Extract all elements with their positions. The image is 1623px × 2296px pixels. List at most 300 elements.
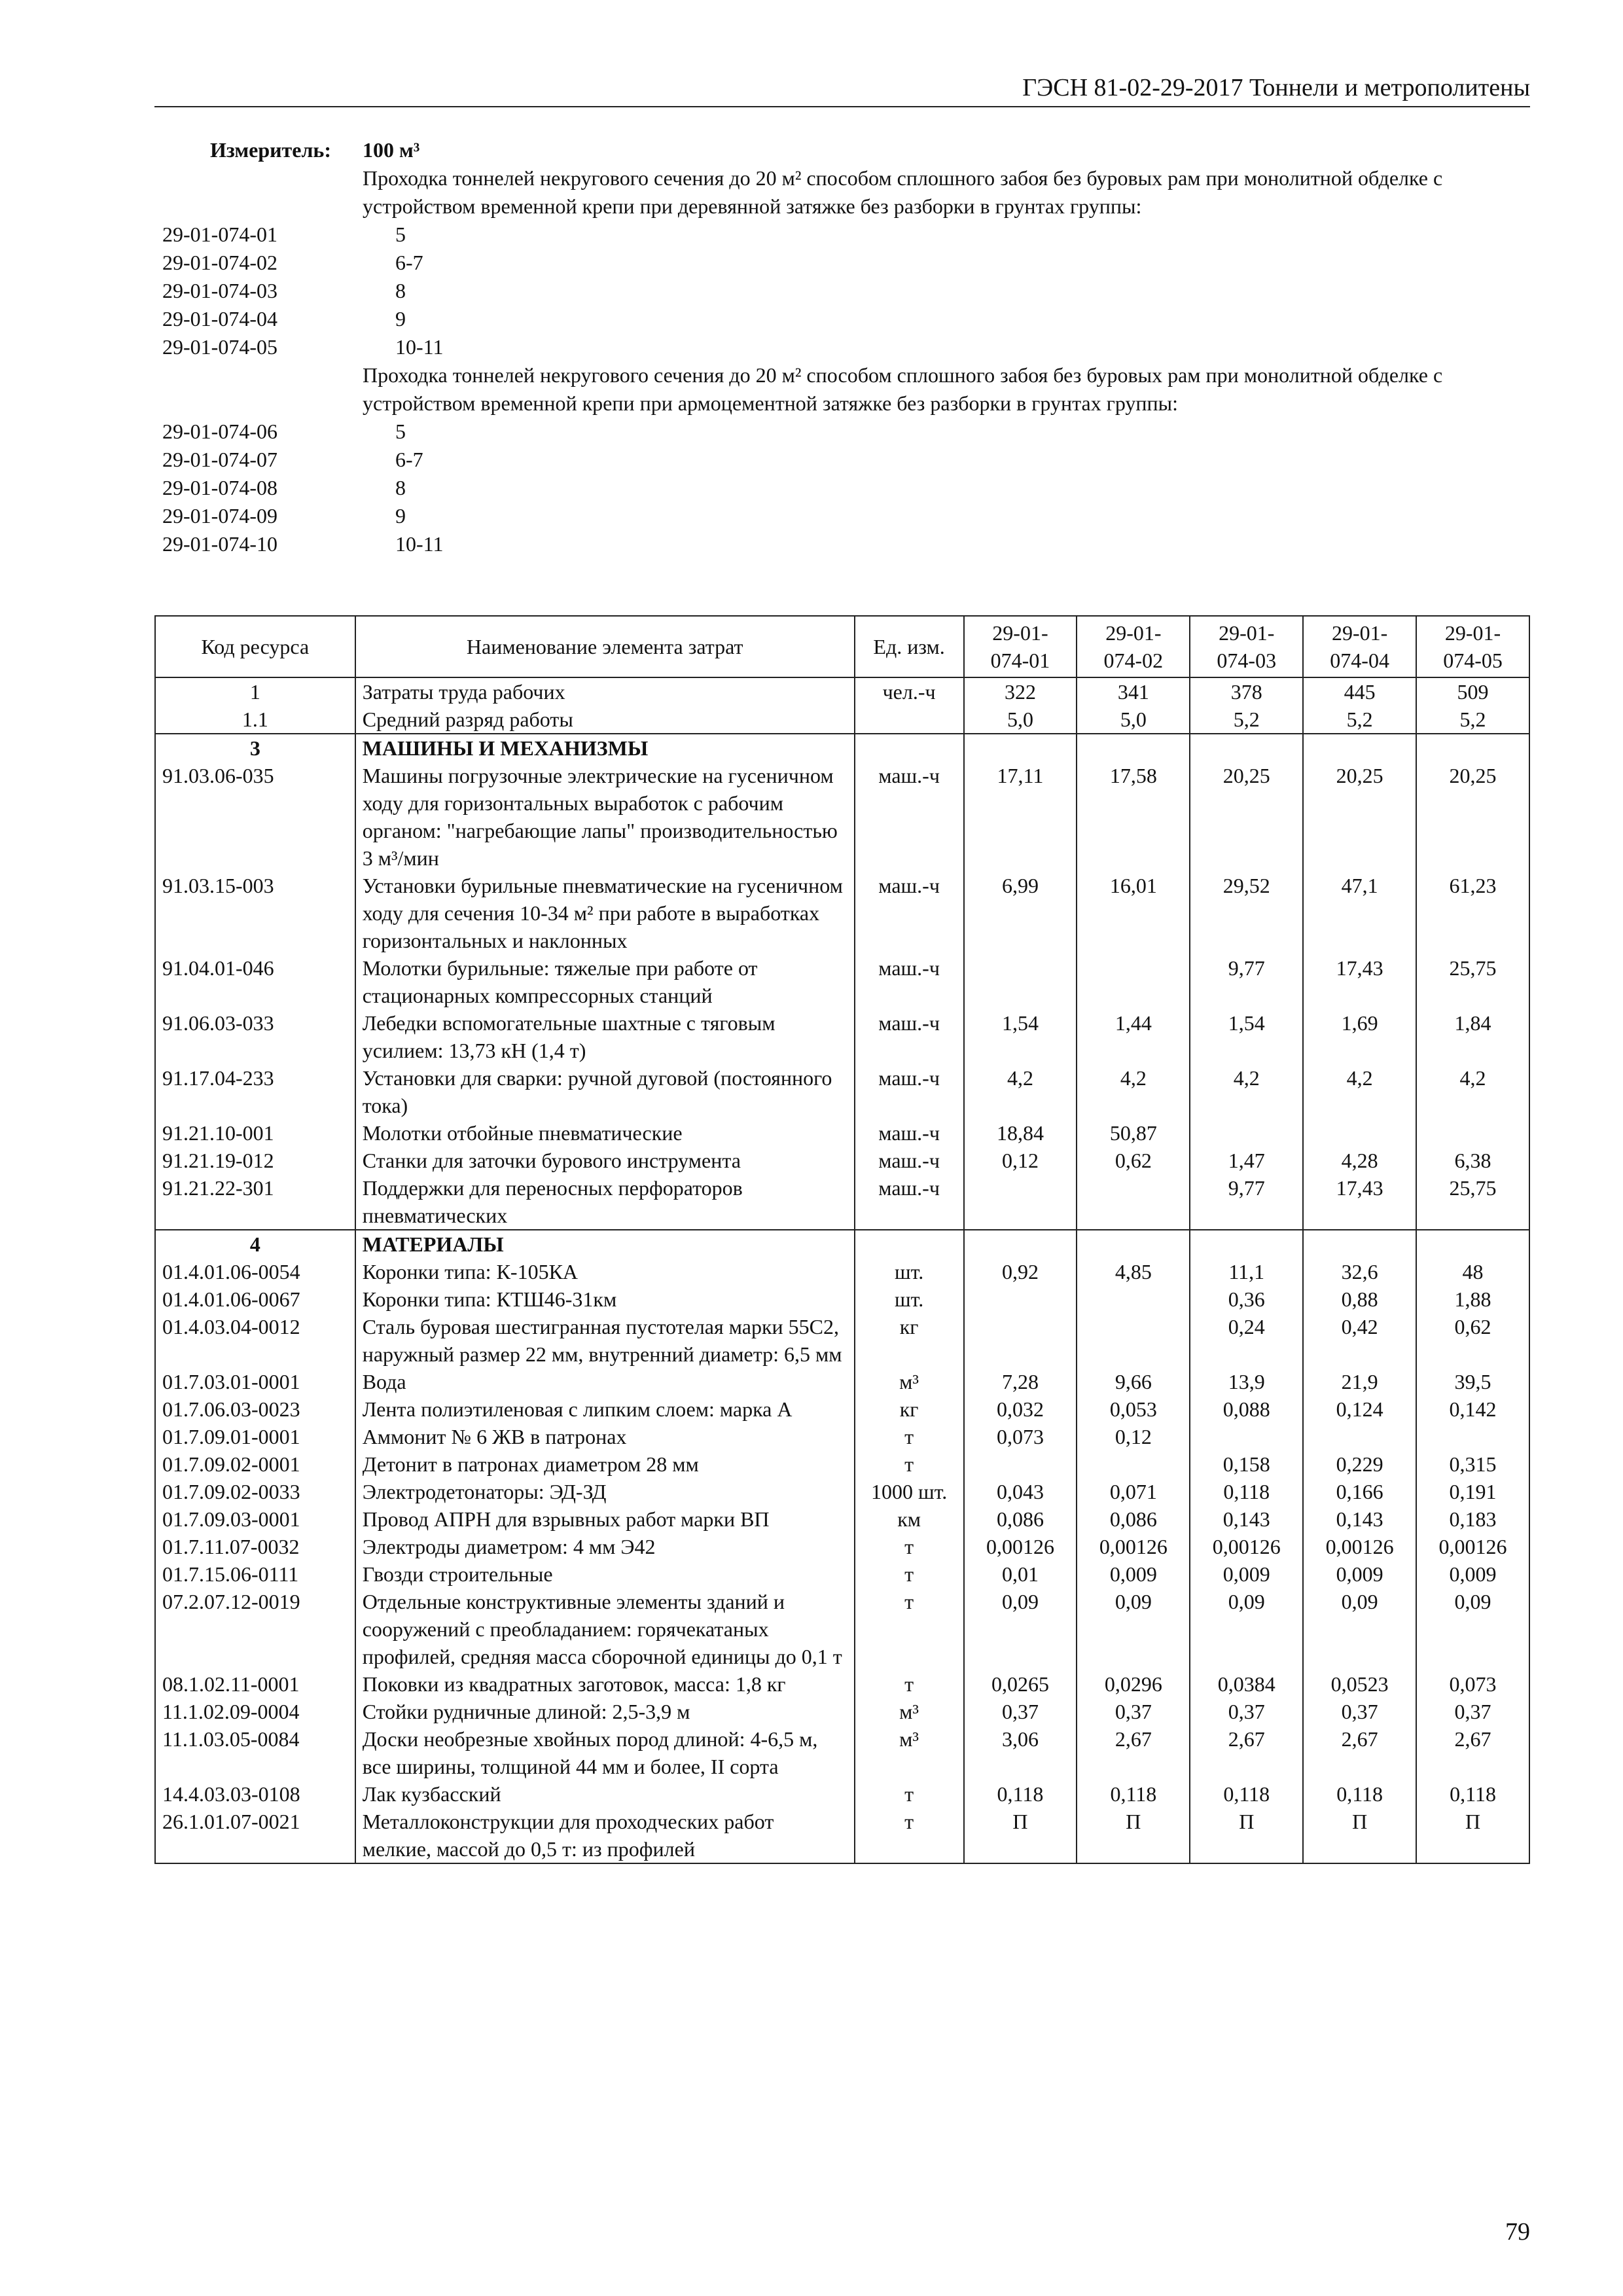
resource-value: 0,142 xyxy=(1416,1395,1529,1423)
resource-value: П xyxy=(964,1808,1077,1863)
resource-unit: шт. xyxy=(855,1258,964,1285)
resource-unit: т xyxy=(855,1670,964,1698)
resource-value: 0,00126 xyxy=(1416,1533,1529,1560)
resource-unit: т xyxy=(855,1423,964,1450)
spacer xyxy=(162,361,363,418)
resource-value xyxy=(1303,734,1416,762)
resource-value: 2,67 xyxy=(1303,1725,1416,1780)
resource-code: 01.7.06.03-0023 xyxy=(155,1395,355,1423)
resource-unit: маш.-ч xyxy=(855,1119,964,1147)
table-row xyxy=(155,1698,1529,1725)
resource-name: Провод АПРН для взрывных работ марки ВП xyxy=(355,1505,855,1533)
resource-value: 0,0296 xyxy=(1077,1670,1190,1698)
resource-code: 91.04.01-046 xyxy=(155,954,355,1009)
resource-name: Лента полиэтиленовая с липким слоем: марка А xyxy=(355,1395,855,1423)
resource-value: 0,62 xyxy=(1077,1147,1190,1174)
resource-unit: 1000 шт. xyxy=(855,1478,964,1505)
resource-value: 0,118 xyxy=(1077,1780,1190,1808)
header-code: Код ресурса xyxy=(155,616,355,677)
resource-value: 32,6 xyxy=(1303,1258,1416,1285)
resource-value: 1,47 xyxy=(1190,1147,1303,1174)
meter-block xyxy=(162,136,1537,558)
resource-value: 0,00126 xyxy=(1077,1533,1190,1560)
resource-name: МАШИНЫ И МЕХАНИЗМЫ xyxy=(355,734,855,762)
resource-value: 20,25 xyxy=(1416,762,1529,872)
norm-code-row xyxy=(162,446,1537,474)
resource-value: 0,12 xyxy=(964,1147,1077,1174)
table-row xyxy=(155,1258,1529,1285)
resource-unit: маш.-ч xyxy=(855,762,964,872)
soil-group: 9 xyxy=(395,307,406,331)
resource-value: 0,37 xyxy=(1190,1698,1303,1725)
header-col: 29-01- 074-01 xyxy=(964,616,1077,677)
resource-value: 17,43 xyxy=(1303,1174,1416,1230)
resource-name: Металлоконструкции для проходческих работ мелкие, массой до 0,5 т: из профилей xyxy=(355,1808,855,1863)
resource-value: 0,09 xyxy=(1077,1588,1190,1670)
resource-value: 0,009 xyxy=(1303,1560,1416,1588)
resource-value xyxy=(1190,1230,1303,1258)
table-row xyxy=(155,1313,1529,1368)
resource-value: 0,37 xyxy=(1416,1698,1529,1725)
meter-value: 100 м³ xyxy=(363,138,420,162)
table-row xyxy=(155,1505,1529,1533)
soil-group: 6-7 xyxy=(395,448,423,471)
resource-value: 0,229 xyxy=(1303,1450,1416,1478)
resource-value: 21,9 xyxy=(1303,1368,1416,1395)
section-row xyxy=(155,734,1529,762)
resource-unit xyxy=(855,734,964,762)
resource-value: 6,99 xyxy=(964,872,1077,954)
resource-value: 0,086 xyxy=(1077,1505,1190,1533)
resource-value: 0,315 xyxy=(1416,1450,1529,1478)
resource-name: Вода xyxy=(355,1368,855,1395)
resource-value xyxy=(1416,1423,1529,1450)
resource-value: 4,28 xyxy=(1303,1147,1416,1174)
norm-code-row xyxy=(162,474,1537,502)
resource-value: 509 xyxy=(1416,677,1529,706)
group-description: Проходка тоннелей некругового сечения до 20 м² способом сплошного забоя без буровых рам при монолитной обделке с устройством временной крепи при армоцементной затяжке без разборки в грунтах группы: xyxy=(363,363,1443,415)
resource-value xyxy=(964,734,1077,762)
resource-value xyxy=(964,1174,1077,1230)
resource-value: 17,11 xyxy=(964,762,1077,872)
resource-value: 0,09 xyxy=(1190,1588,1303,1670)
table-row xyxy=(155,706,1529,734)
section-row xyxy=(155,1230,1529,1258)
resource-name: Молотки отбойные пневматические xyxy=(355,1119,855,1147)
resource-name: Затраты труда рабочих xyxy=(355,677,855,706)
resource-code: 01.7.09.02-0001 xyxy=(155,1450,355,1478)
table-row xyxy=(155,872,1529,954)
resource-name: Установки бурильные пневматические на гусеничном ходу для сечения 10-34 м² при работе в выработках горизонтальных и наклонных xyxy=(355,872,855,954)
resource-value: 4,2 xyxy=(1416,1064,1529,1119)
resource-value: 25,75 xyxy=(1416,954,1529,1009)
resource-value: 5,2 xyxy=(1303,706,1416,734)
resource-value: 0,12 xyxy=(1077,1423,1190,1450)
resource-code: 01.7.03.01-0001 xyxy=(155,1368,355,1395)
resource-name: Коронки типа: КТШ46-31км xyxy=(355,1285,855,1313)
resource-table xyxy=(154,615,1530,1864)
resource-value: 0,073 xyxy=(964,1423,1077,1450)
norm-code-row xyxy=(162,418,1537,446)
table-row xyxy=(155,1450,1529,1478)
resource-value xyxy=(1303,1423,1416,1450)
table-row xyxy=(155,1009,1529,1064)
resource-value xyxy=(964,954,1077,1009)
header-name: Наименование элемента затрат xyxy=(355,616,855,677)
table-row xyxy=(155,1808,1529,1863)
meter-label: Измеритель: xyxy=(210,138,331,162)
header-unit: Ед. изм. xyxy=(855,616,964,677)
resource-value: 0,37 xyxy=(964,1698,1077,1725)
page-number: 79 xyxy=(1505,2218,1530,2246)
resource-value xyxy=(1077,1230,1190,1258)
table-row xyxy=(155,1423,1529,1450)
resource-value xyxy=(964,1230,1077,1258)
resource-unit: т xyxy=(855,1588,964,1670)
resource-code: 01.4.01.06-0067 xyxy=(155,1285,355,1313)
table-row xyxy=(155,1064,1529,1119)
resource-value xyxy=(964,1285,1077,1313)
resource-value: 20,25 xyxy=(1303,762,1416,872)
resource-value: 17,58 xyxy=(1077,762,1190,872)
page-header: ГЭСН 81-02-29-2017 Тоннели и метрополитены xyxy=(154,73,1530,107)
resource-value: 0,24 xyxy=(1190,1313,1303,1368)
resource-unit: маш.-ч xyxy=(855,1147,964,1174)
resource-value: 0,37 xyxy=(1303,1698,1416,1725)
resource-value: 3,06 xyxy=(964,1725,1077,1780)
resource-value: 0,143 xyxy=(1190,1505,1303,1533)
resource-unit: т xyxy=(855,1450,964,1478)
resource-name: Аммонит № 6 ЖВ в патронах xyxy=(355,1423,855,1450)
meter-row xyxy=(162,136,1537,164)
resource-unit: т xyxy=(855,1533,964,1560)
norm-code: 29-01-074-05 xyxy=(162,335,277,359)
table-row xyxy=(155,1560,1529,1588)
resource-unit: кг xyxy=(855,1395,964,1423)
resource-name: Стойки рудничные длиной: 2,5-3,9 м xyxy=(355,1698,855,1725)
norm-code-row xyxy=(162,530,1537,558)
resource-value: 0,118 xyxy=(1416,1780,1529,1808)
resource-code: 1.1 xyxy=(155,706,355,734)
resource-value xyxy=(1303,1230,1416,1258)
resource-code: 01.7.09.02-0033 xyxy=(155,1478,355,1505)
resource-value: П xyxy=(1077,1808,1190,1863)
resource-value: 0,42 xyxy=(1303,1313,1416,1368)
resource-value: 11,1 xyxy=(1190,1258,1303,1285)
resource-value: 0,62 xyxy=(1416,1313,1529,1368)
resource-unit: м³ xyxy=(855,1368,964,1395)
resource-value: 0,0384 xyxy=(1190,1670,1303,1698)
resource-value: 0,09 xyxy=(964,1588,1077,1670)
resource-unit xyxy=(855,706,964,734)
table-row xyxy=(155,1368,1529,1395)
table-row xyxy=(155,1780,1529,1808)
resource-value: 0,191 xyxy=(1416,1478,1529,1505)
resource-value: 2,67 xyxy=(1416,1725,1529,1780)
group-description-row xyxy=(162,164,1537,221)
resource-value: 4,2 xyxy=(1303,1064,1416,1119)
resource-value: 16,01 xyxy=(1077,872,1190,954)
table-header-row xyxy=(155,616,1529,677)
header-col: 29-01- 074-05 xyxy=(1416,616,1529,677)
resource-value: 0,118 xyxy=(964,1780,1077,1808)
table-row xyxy=(155,762,1529,872)
resource-value: 39,5 xyxy=(1416,1368,1529,1395)
header-col: 29-01- 074-04 xyxy=(1303,616,1416,677)
resource-value xyxy=(1077,1313,1190,1368)
table-row xyxy=(155,1725,1529,1780)
table-row xyxy=(155,954,1529,1009)
resource-unit: маш.-ч xyxy=(855,954,964,1009)
resource-value: 48 xyxy=(1416,1258,1529,1285)
resource-name: Коронки типа: К-105КА xyxy=(355,1258,855,1285)
resource-value: 4,85 xyxy=(1077,1258,1190,1285)
resource-code: 08.1.02.11-0001 xyxy=(155,1670,355,1698)
norm-code: 29-01-074-02 xyxy=(162,251,277,274)
resource-value xyxy=(1077,1450,1190,1478)
resource-value xyxy=(1077,734,1190,762)
resource-value: 25,75 xyxy=(1416,1174,1529,1230)
soil-group: 10-11 xyxy=(395,532,444,556)
resource-value: 445 xyxy=(1303,677,1416,706)
resource-value xyxy=(1303,1119,1416,1147)
resource-code: 01.7.09.03-0001 xyxy=(155,1505,355,1533)
resource-value xyxy=(964,1450,1077,1478)
resource-name: Сталь буровая шестигранная пустотелая марки 55С2, наружный размер 22 мм, внутренний диаметр: 6,5 мм xyxy=(355,1313,855,1368)
resource-value: П xyxy=(1303,1808,1416,1863)
resource-value xyxy=(1416,734,1529,762)
resource-value: 0,118 xyxy=(1190,1780,1303,1808)
resource-value: 5,0 xyxy=(1077,706,1190,734)
resource-value: 0,043 xyxy=(964,1478,1077,1505)
resource-value: 0,009 xyxy=(1190,1560,1303,1588)
table-row xyxy=(155,1533,1529,1560)
resource-value: 18,84 xyxy=(964,1119,1077,1147)
table-body xyxy=(155,677,1529,1863)
norm-code: 29-01-074-01 xyxy=(162,223,277,246)
resource-value: П xyxy=(1190,1808,1303,1863)
norm-code: 29-01-074-09 xyxy=(162,504,277,528)
resource-name: Лак кузбасский xyxy=(355,1780,855,1808)
resource-unit: кг xyxy=(855,1313,964,1368)
resource-value: 0,009 xyxy=(1416,1560,1529,1588)
resource-name: Средний разряд работы xyxy=(355,706,855,734)
resource-value: 6,38 xyxy=(1416,1147,1529,1174)
resource-code: 91.21.19-012 xyxy=(155,1147,355,1174)
resource-value: 0,118 xyxy=(1190,1478,1303,1505)
resource-name: Станки для заточки бурового инструмента xyxy=(355,1147,855,1174)
soil-group: 5 xyxy=(395,223,406,246)
resource-unit: м³ xyxy=(855,1725,964,1780)
resource-code: 01.4.03.04-0012 xyxy=(155,1313,355,1368)
resource-value: 50,87 xyxy=(1077,1119,1190,1147)
resource-value: 0,183 xyxy=(1416,1505,1529,1533)
resource-unit: т xyxy=(855,1560,964,1588)
resource-value: 0,032 xyxy=(964,1395,1077,1423)
resource-name: Доски необрезные хвойных пород длиной: 4-6,5 м, все ширины, толщиной 44 мм и более, II сорта xyxy=(355,1725,855,1780)
norm-code-row xyxy=(162,502,1537,530)
resource-value: 378 xyxy=(1190,677,1303,706)
resource-value: 61,23 xyxy=(1416,872,1529,954)
resource-value: 0,009 xyxy=(1077,1560,1190,1588)
resource-unit: км xyxy=(855,1505,964,1533)
resource-value: 0,00126 xyxy=(1303,1533,1416,1560)
resource-code: 01.7.15.06-0111 xyxy=(155,1560,355,1588)
resource-unit: т xyxy=(855,1780,964,1808)
table-row xyxy=(155,1670,1529,1698)
table-row xyxy=(155,1147,1529,1174)
resource-value: 0,143 xyxy=(1303,1505,1416,1533)
resource-value xyxy=(1190,1423,1303,1450)
resource-value: 5,2 xyxy=(1416,706,1529,734)
norm-code-row xyxy=(162,305,1537,333)
resource-value: 20,25 xyxy=(1190,762,1303,872)
table-row xyxy=(155,1395,1529,1423)
resource-code: 14.4.03.03-0108 xyxy=(155,1780,355,1808)
resource-value: 4,2 xyxy=(1190,1064,1303,1119)
table-row xyxy=(155,1119,1529,1147)
soil-group: 8 xyxy=(395,279,406,302)
norm-code: 29-01-074-08 xyxy=(162,476,277,499)
resource-value: 0,36 xyxy=(1190,1285,1303,1313)
resource-unit: т xyxy=(855,1808,964,1863)
resource-value: 0,073 xyxy=(1416,1670,1529,1698)
resource-code: 01.7.11.07-0032 xyxy=(155,1533,355,1560)
resource-unit: маш.-ч xyxy=(855,1009,964,1064)
resource-unit: маш.-ч xyxy=(855,1174,964,1230)
resource-unit: чел.-ч xyxy=(855,677,964,706)
resource-code: 91.17.04-233 xyxy=(155,1064,355,1119)
resource-value: 9,77 xyxy=(1190,954,1303,1009)
resource-name: Гвозди строительные xyxy=(355,1560,855,1588)
resource-unit xyxy=(855,1230,964,1258)
resource-value: 0,00126 xyxy=(1190,1533,1303,1560)
resource-value: 0,92 xyxy=(964,1258,1077,1285)
resource-code: 07.2.07.12-0019 xyxy=(155,1588,355,1670)
resource-name: Поддержки для переносных перфораторов пневматических xyxy=(355,1174,855,1230)
spacer xyxy=(162,164,363,221)
resource-value xyxy=(1416,1230,1529,1258)
resource-code: 91.21.10-001 xyxy=(155,1119,355,1147)
table-row xyxy=(155,677,1529,706)
group-description: Проходка тоннелей некругового сечения до 20 м² способом сплошного забоя без буровых рам при монолитной обделке с устройством временной крепи при деревянной затяжке без разборки в грунтах группы: xyxy=(363,166,1443,218)
resource-value: 1,84 xyxy=(1416,1009,1529,1064)
resource-code: 91.06.03-033 xyxy=(155,1009,355,1064)
resource-code: 91.03.15-003 xyxy=(155,872,355,954)
resource-unit: маш.-ч xyxy=(855,1064,964,1119)
resource-name: Детонит в патронах диаметром 28 мм xyxy=(355,1450,855,1478)
resource-value: 0,88 xyxy=(1303,1285,1416,1313)
resource-value: 2,67 xyxy=(1077,1725,1190,1780)
resource-code: 11.1.03.05-0084 xyxy=(155,1725,355,1780)
resource-value: П xyxy=(1416,1808,1529,1863)
resource-value: 9,66 xyxy=(1077,1368,1190,1395)
resource-name: Электроды диаметром: 4 мм Э42 xyxy=(355,1533,855,1560)
resource-value: 1,44 xyxy=(1077,1009,1190,1064)
resource-unit: шт. xyxy=(855,1285,964,1313)
resource-value: 9,77 xyxy=(1190,1174,1303,1230)
resource-value xyxy=(1077,1174,1190,1230)
resource-code: 11.1.02.09-0004 xyxy=(155,1698,355,1725)
header-col: 29-01- 074-02 xyxy=(1077,616,1190,677)
resource-value: 0,0523 xyxy=(1303,1670,1416,1698)
group-description-row xyxy=(162,361,1537,418)
resource-code: 4 xyxy=(155,1230,355,1258)
resource-value: 5,0 xyxy=(964,706,1077,734)
resource-unit: маш.-ч xyxy=(855,872,964,954)
norm-code: 29-01-074-03 xyxy=(162,279,277,302)
soil-group: 8 xyxy=(395,476,406,499)
resource-value: 0,088 xyxy=(1190,1395,1303,1423)
resource-value: 17,43 xyxy=(1303,954,1416,1009)
resource-value xyxy=(1077,1285,1190,1313)
resource-value: 5,2 xyxy=(1190,706,1303,734)
soil-group: 6-7 xyxy=(395,251,423,274)
resource-name: Поковки из квадратных заготовок, масса: 1,8 кг xyxy=(355,1670,855,1698)
resource-value xyxy=(1416,1119,1529,1147)
header-col: 29-01- 074-03 xyxy=(1190,616,1303,677)
resource-value xyxy=(1190,1119,1303,1147)
soil-group: 5 xyxy=(395,420,406,443)
resource-value: 0,086 xyxy=(964,1505,1077,1533)
resource-code: 01.4.01.06-0054 xyxy=(155,1258,355,1285)
resource-value: 0,0265 xyxy=(964,1670,1077,1698)
norm-code-row xyxy=(162,333,1537,361)
soil-group: 9 xyxy=(395,504,406,528)
resource-value: 0,01 xyxy=(964,1560,1077,1588)
resource-value: 29,52 xyxy=(1190,872,1303,954)
resource-value: 341 xyxy=(1077,677,1190,706)
resource-value xyxy=(1077,954,1190,1009)
resource-value: 2,67 xyxy=(1190,1725,1303,1780)
resource-code: 91.21.22-301 xyxy=(155,1174,355,1230)
table-row xyxy=(155,1174,1529,1230)
resource-value: 13,9 xyxy=(1190,1368,1303,1395)
resource-value: 0,09 xyxy=(1303,1588,1416,1670)
norm-code: 29-01-074-06 xyxy=(162,420,277,443)
resource-value: 0,158 xyxy=(1190,1450,1303,1478)
resource-unit: м³ xyxy=(855,1698,964,1725)
resource-code: 26.1.01.07-0021 xyxy=(155,1808,355,1863)
resource-name: Отдельные конструктивные элементы зданий и сооружений с преобладанием: горячекатаных профилей, средняя масса сборочной единицы до 0,1 т xyxy=(355,1588,855,1670)
norm-code: 29-01-074-07 xyxy=(162,448,277,471)
table-row xyxy=(155,1285,1529,1313)
resource-value: 0,118 xyxy=(1303,1780,1416,1808)
resource-value: 0,37 xyxy=(1077,1698,1190,1725)
resource-code: 3 xyxy=(155,734,355,762)
resource-value: 47,1 xyxy=(1303,872,1416,954)
resource-value: 0,053 xyxy=(1077,1395,1190,1423)
table-row xyxy=(155,1588,1529,1670)
resource-value: 1,88 xyxy=(1416,1285,1529,1313)
resource-value: 0,124 xyxy=(1303,1395,1416,1423)
norm-code-row xyxy=(162,249,1537,277)
resource-value: 0,09 xyxy=(1416,1588,1529,1670)
resource-value xyxy=(964,1313,1077,1368)
resource-code: 01.7.09.01-0001 xyxy=(155,1423,355,1450)
resource-value: 4,2 xyxy=(964,1064,1077,1119)
resource-value: 0,00126 xyxy=(964,1533,1077,1560)
resource-name: Лебедки вспомогательные шахтные с тяговым усилием: 13,73 кН (1,4 т) xyxy=(355,1009,855,1064)
resource-value: 1,69 xyxy=(1303,1009,1416,1064)
resource-value xyxy=(1190,734,1303,762)
resource-value: 322 xyxy=(964,677,1077,706)
norm-groups xyxy=(162,164,1537,558)
resource-name: Электродетонаторы: ЭД-ЗД xyxy=(355,1478,855,1505)
resource-value: 4,2 xyxy=(1077,1064,1190,1119)
resource-value: 1,54 xyxy=(1190,1009,1303,1064)
table-row xyxy=(155,1478,1529,1505)
